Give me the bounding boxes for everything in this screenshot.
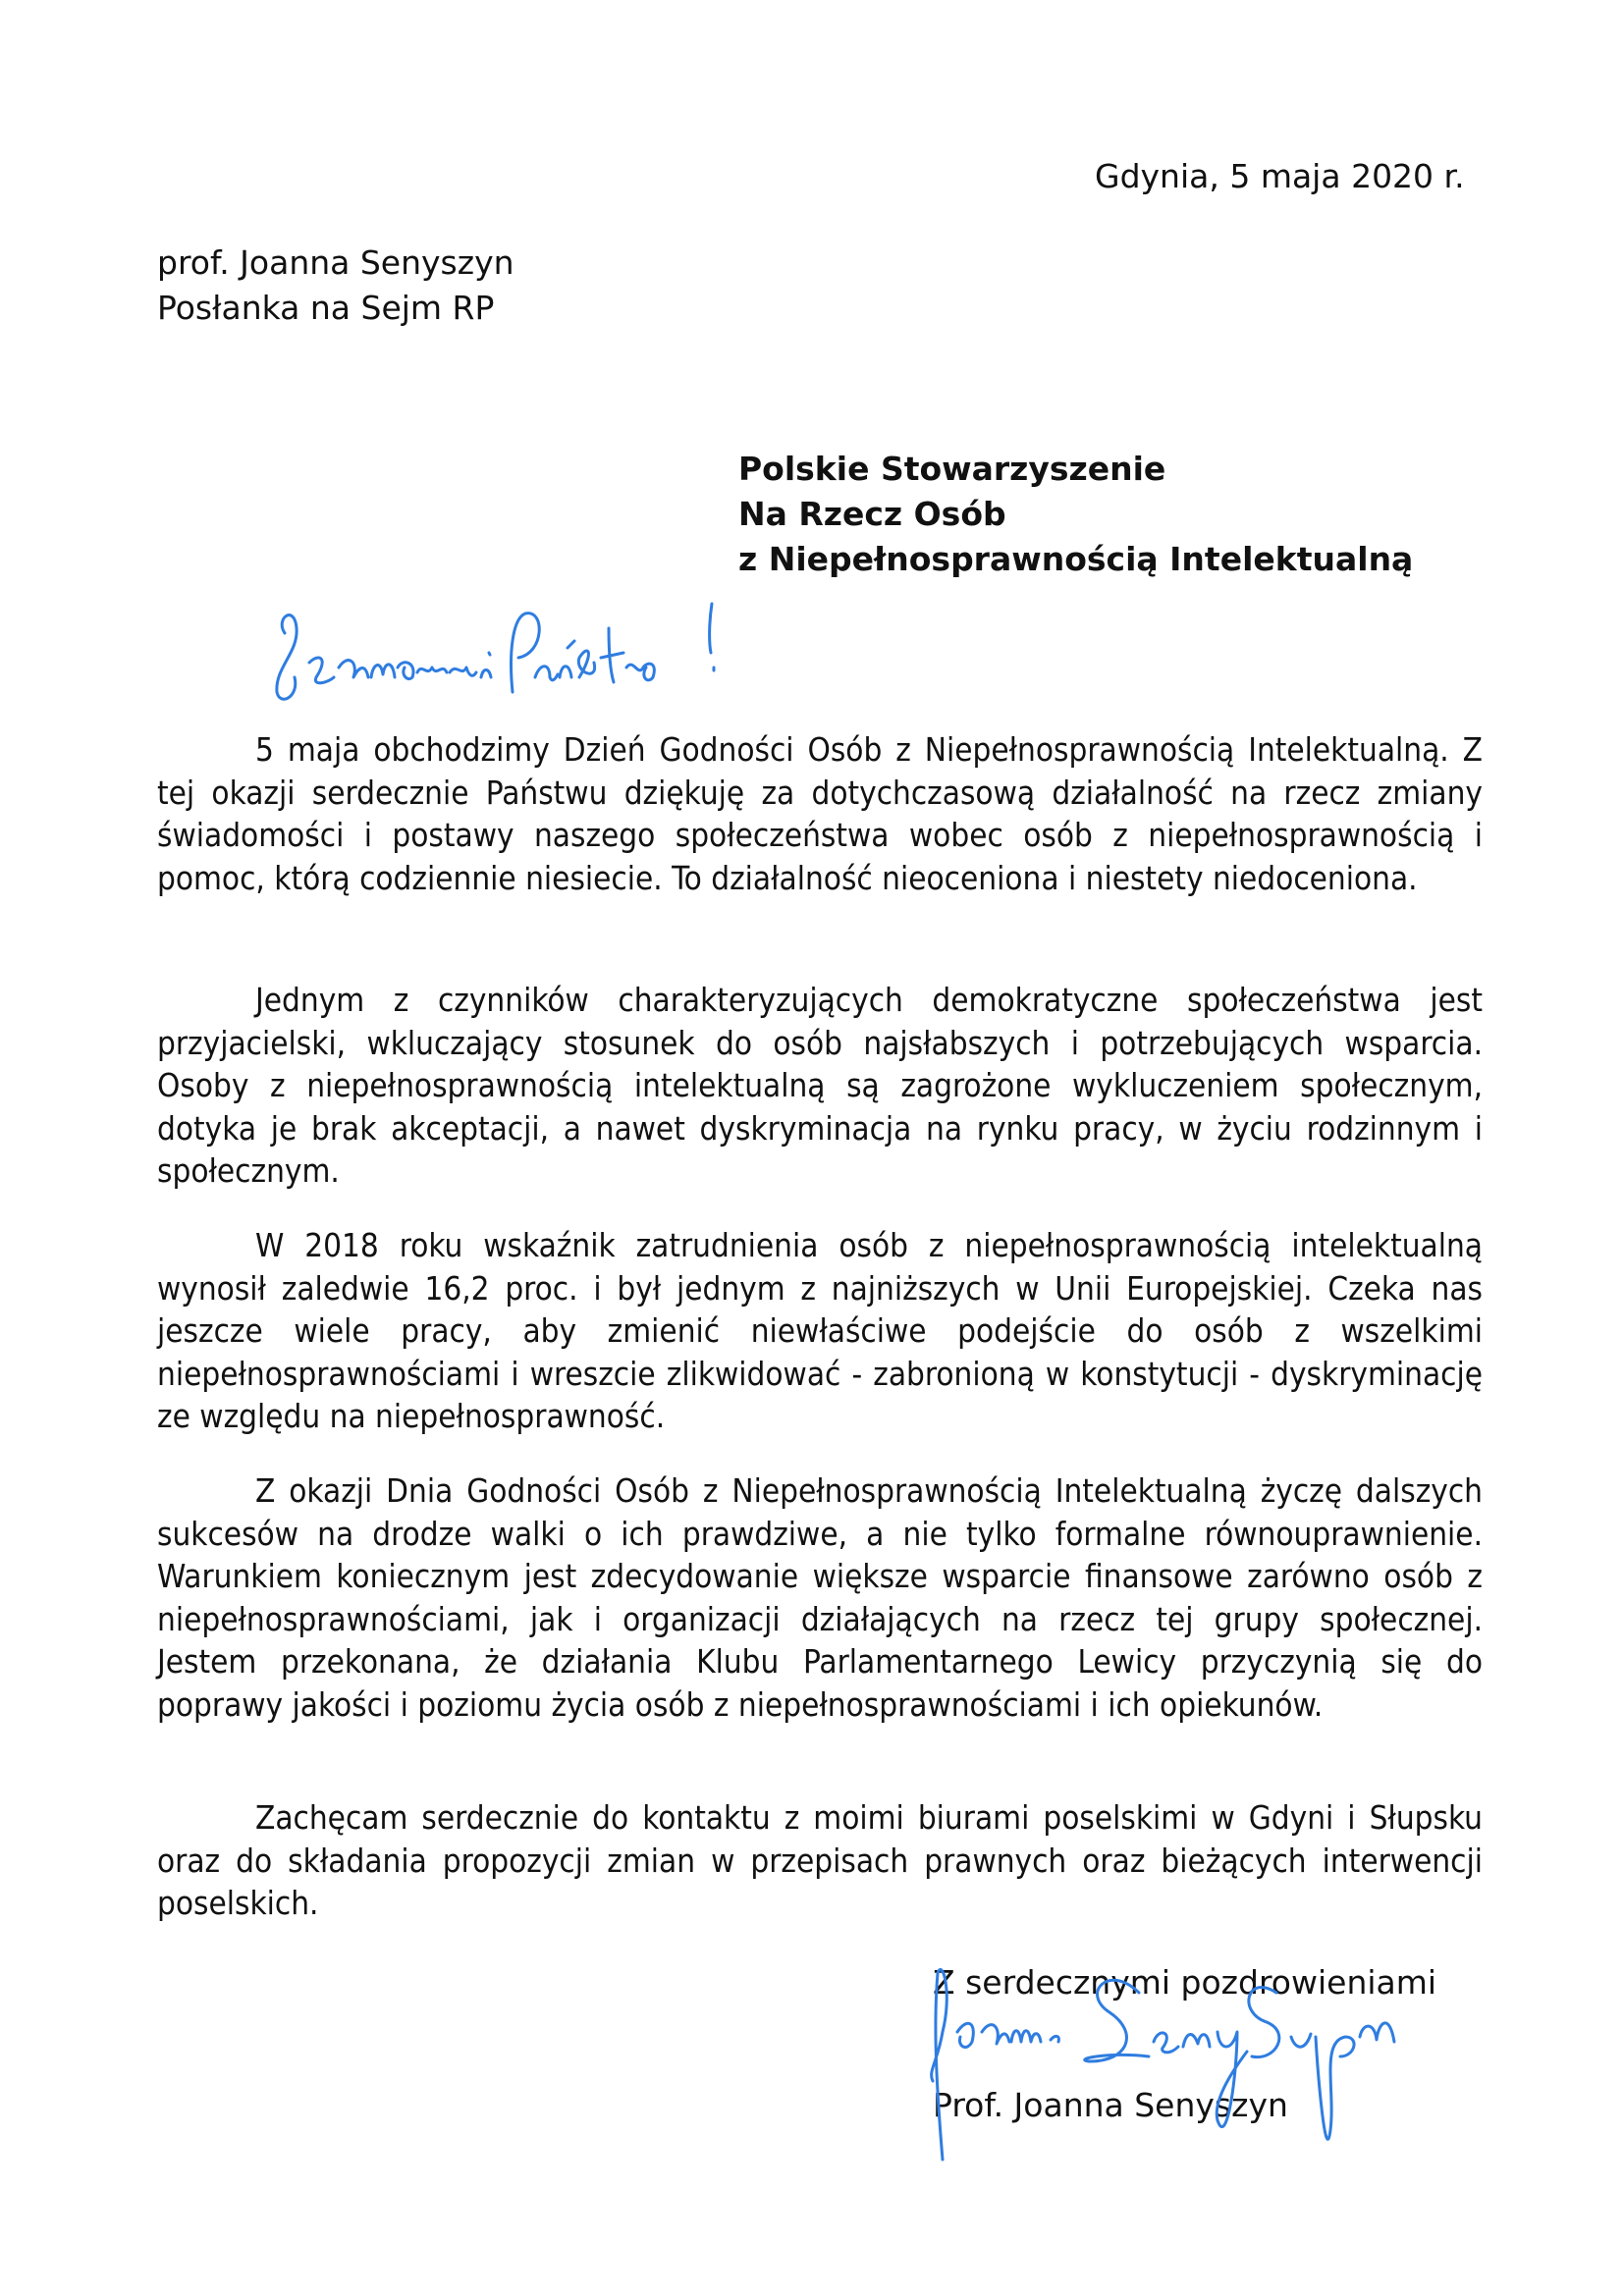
signature-icon <box>913 1953 1443 2169</box>
paragraph <box>157 1469 1483 1726</box>
paragraph-text: Jednym z czynników charakteryzujących demokratyczne społeczeństwa jest przyjacielski, wkluczający stosunek do osób najsłabszych i potrzebujących wsparcia. Osoby z niepełnosprawnością intelektualną są zagrożone wykluczeniem społecznym, dotyka je brak akceptacji, a nawet dyskryminacja na rynku pracy, w życiu rodzinnym i społecznym. <box>157 981 1483 1190</box>
recipient-block <box>738 447 1413 582</box>
handwritten-salutation <box>255 584 903 712</box>
paragraph-text: Z okazji Dnia Godności Osób z Niepełnosprawnością Intelektualną życzę dalszych sukcesów na drodze walki o ich prawdziwe, a nie tylko formalne równouprawnienie. Warunkiem koniecznym jest zdecydowanie większe wsparcie finansowe zarówno osób z niepełnosprawnościami, jak i organizacji działających na rzecz tej grupy społecznej. Jestem przekonana, że działania Klubu Parlamentarnego Lewicy przyczynią się do poprawy jakości i poziomu życia osób z niepełnosprawnościami i ich opiekunów. <box>157 1471 1483 1724</box>
recipient-line: z Niepełnosprawnością Intelektualną <box>738 540 1414 578</box>
paragraph <box>157 1224 1483 1438</box>
recipient-line: Polskie Stowarzyszenie <box>738 450 1166 488</box>
paragraph <box>157 1796 1483 1925</box>
paragraph-text: 5 maja obchodzimy Dzień Godności Osób z Niepełnosprawnością Intelektualną. Z tej okazji serdecznie Państwu dziękuję za dotychczasową działalność na rzecz zmiany świadomości i postawy naszego społeczeństwa wobec osób z niepełnosprawnością i pomoc, którą codziennie niesiecie. To działalność nieoceniona i niestety niedoceniona. <box>157 730 1483 897</box>
signature-name: Prof. Joanna Senyszyn <box>933 2086 1288 2124</box>
paragraph <box>157 979 1483 1193</box>
handwriting-salutation-icon <box>255 584 903 712</box>
closing: Z serdecznymi pozdrowieniami <box>933 1963 1437 2002</box>
sender-title: Posłanka na Sejm RP <box>157 289 495 327</box>
paragraph-text: W 2018 roku wskaźnik zatrudnienia osób z niepełnosprawnością intelektualną wynosił zaledwie 16,2 proc. i był jednym z najniższych w Unii Europejskiej. Czeka nas jeszcze wiele pracy, aby zmienić niewłaściwe podejście do osób z wszelkimi niepełnosprawnościami i wreszcie zlikwidować - zabronioną w konstytucji - dyskryminację ze względu na niepełnosprawność. <box>157 1226 1483 1435</box>
paragraph-text: Zachęcam serdecznie do kontaktu z moimi biurami poselskimi w Gdyni i Słupsku oraz do składania propozycji zmian w przepisach prawnych oraz bieżących interwencji poselskich. <box>157 1798 1483 1922</box>
recipient-line: Na Rzecz Osób <box>738 495 1006 533</box>
sender-name: prof. Joanna Senyszyn <box>157 243 514 282</box>
place-date: Gdynia, 5 maja 2020 r. <box>1095 157 1465 195</box>
paragraph <box>157 728 1483 899</box>
sender-block <box>157 240 514 331</box>
handwritten-signature <box>913 1953 1443 2169</box>
